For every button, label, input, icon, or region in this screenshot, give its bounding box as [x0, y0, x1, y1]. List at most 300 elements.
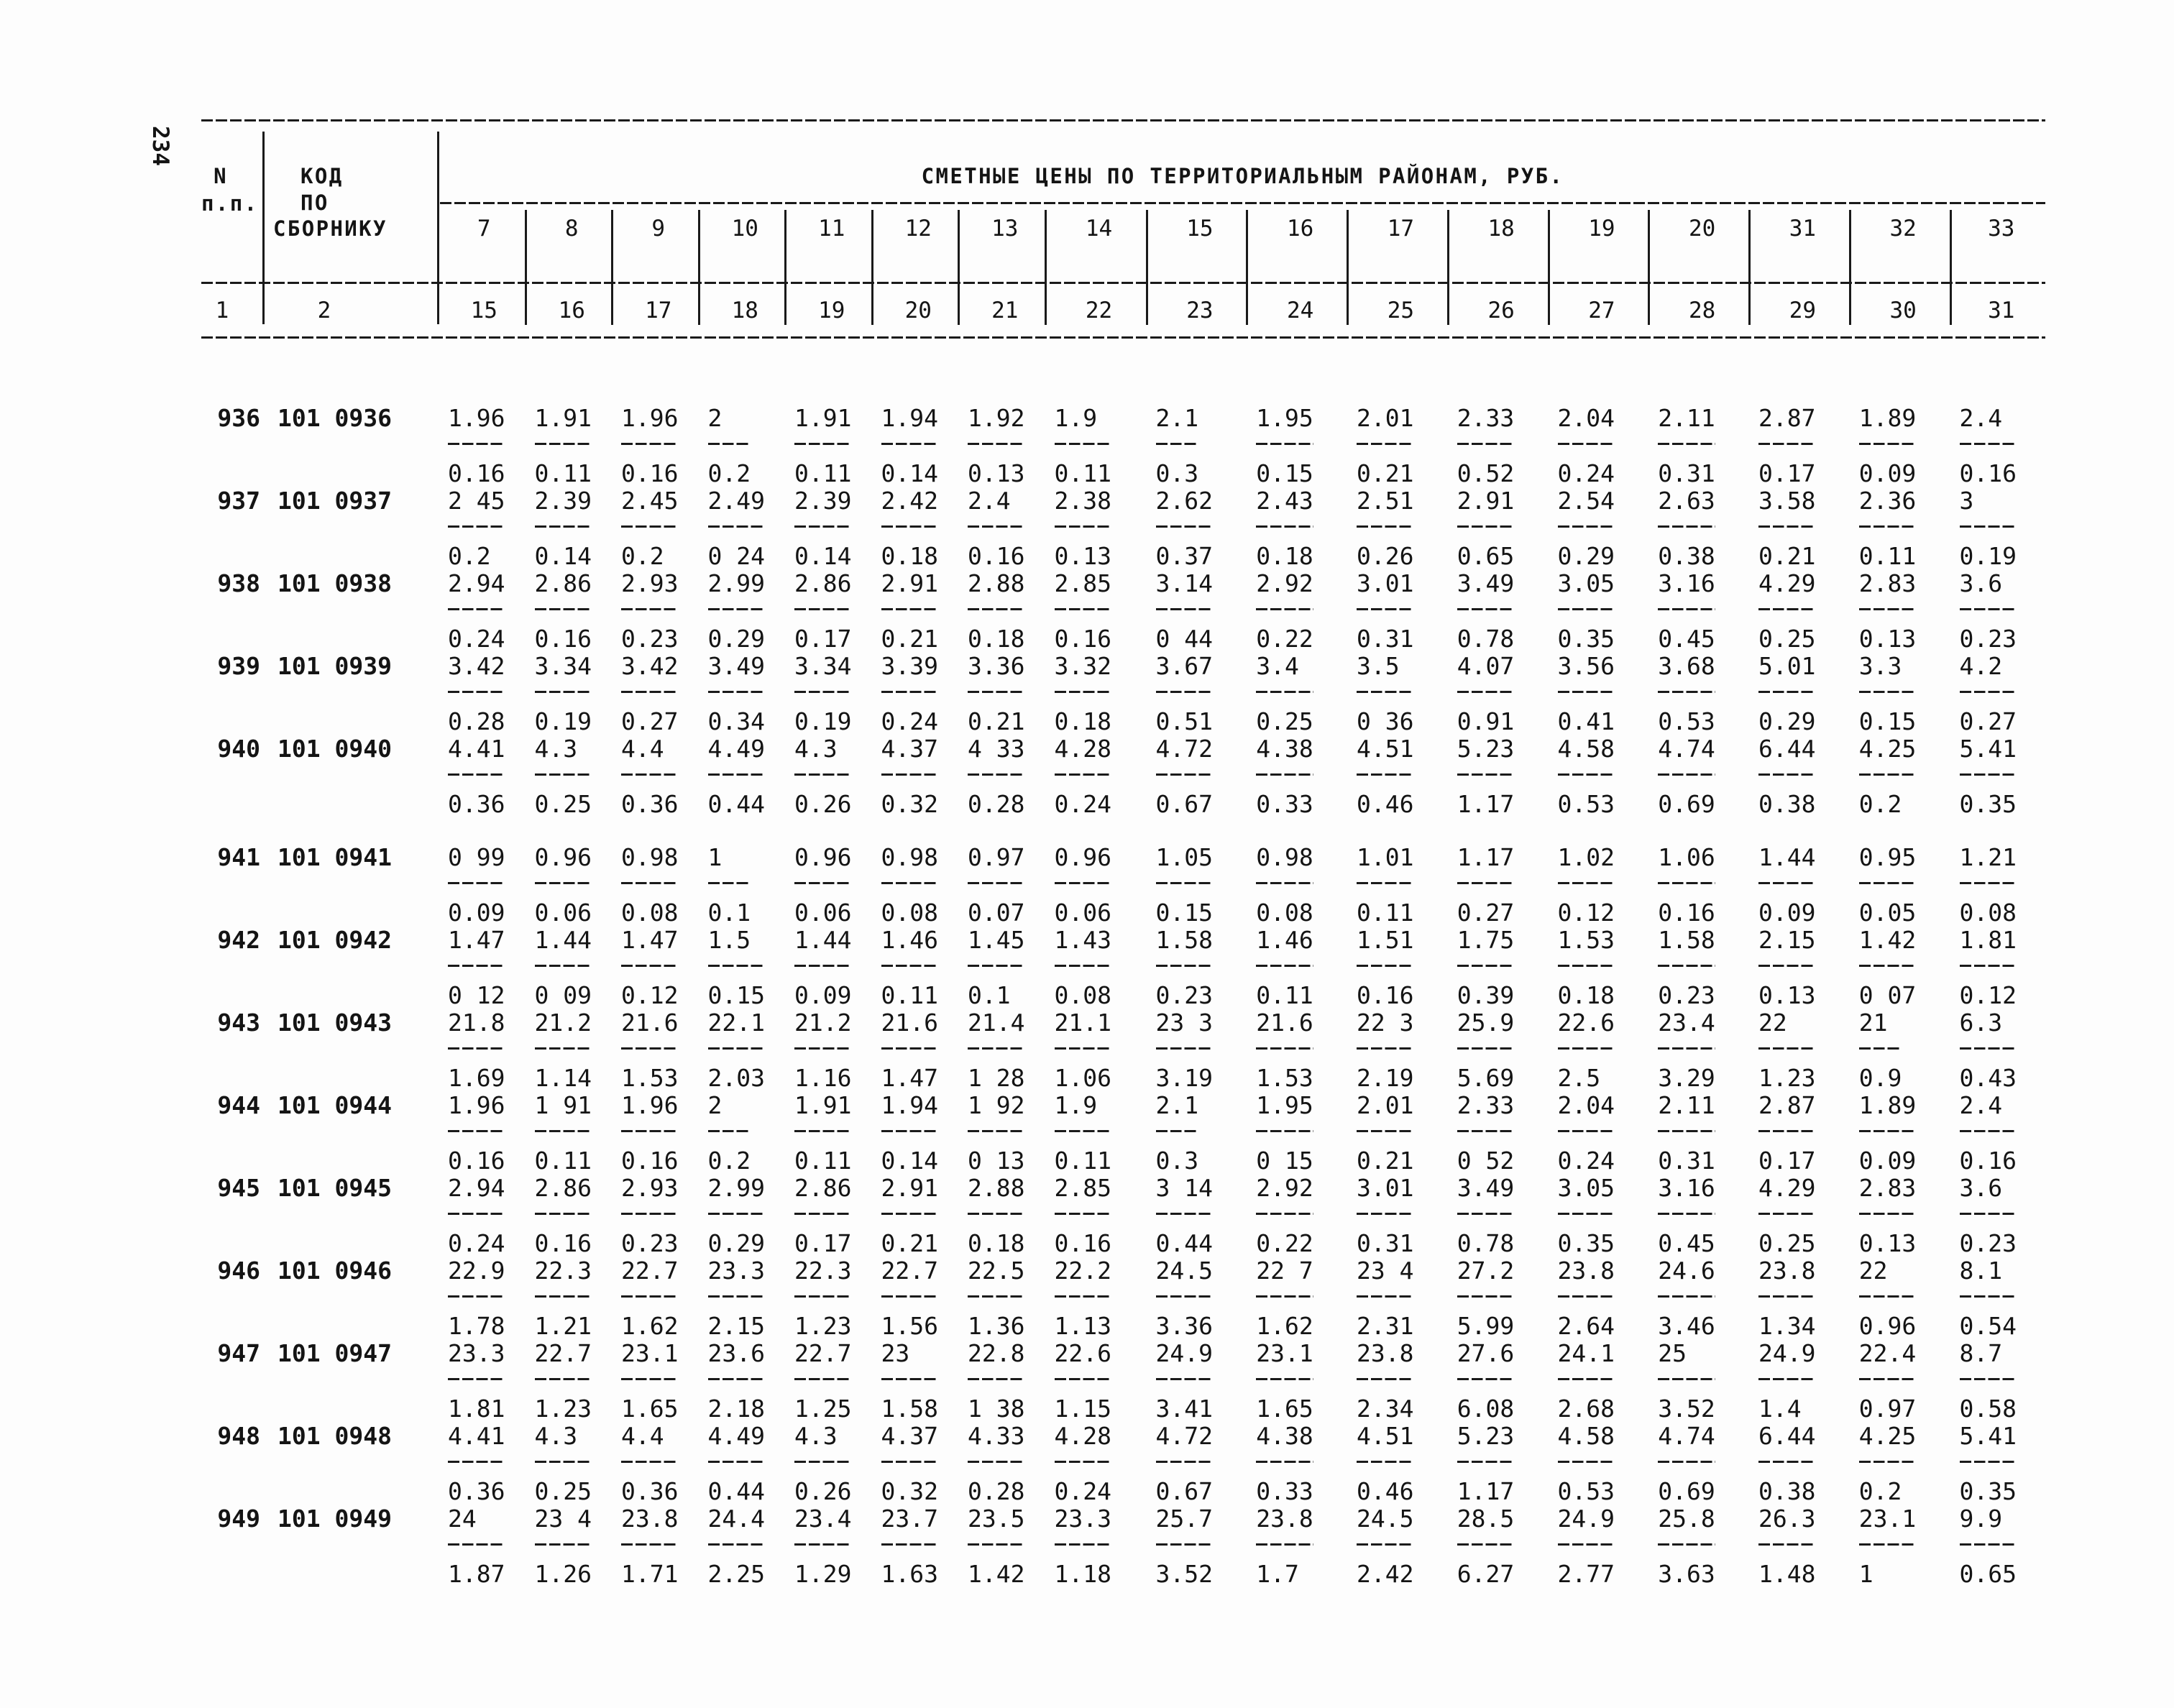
- fraction-bar: [1357, 691, 1413, 693]
- fraction-bar: [794, 773, 851, 776]
- price-numerator: 23.3: [1054, 1505, 1111, 1533]
- price-denominator: 0.29: [1758, 707, 1816, 735]
- price-denominator: 0.11: [1054, 459, 1111, 487]
- price-numerator: 1.45: [968, 926, 1025, 954]
- fraction-bar: [535, 1295, 592, 1298]
- price-denominator-row: [448, 899, 2046, 927]
- region-number: 14: [1085, 216, 1113, 242]
- price-denominator: 0.21: [1357, 459, 1414, 487]
- price-denominator: 5.69: [1457, 1064, 1515, 1092]
- price-numerator: 1.5: [707, 926, 751, 954]
- price-denominator: 0.11: [534, 459, 592, 487]
- price-numerator: 3.14: [1155, 569, 1213, 597]
- fraction-bar: [794, 965, 851, 967]
- price-numerator: 6.44: [1758, 735, 1816, 763]
- price-numerator-row: [448, 405, 2046, 432]
- price-numerator: 1.89: [1858, 1091, 1917, 1119]
- price-numerator: 23 3: [1155, 1009, 1213, 1037]
- fraction-bar-row: [448, 1461, 2046, 1463]
- price-numerator-row: [448, 1175, 2046, 1202]
- column-index: 25: [1387, 298, 1415, 323]
- fraction-bar: [448, 691, 505, 693]
- price-numerator: 21.4: [968, 1009, 1025, 1037]
- fraction-bar: [1156, 1295, 1213, 1298]
- table-row: [0, 844, 2174, 927]
- price-denominator: 0.14: [794, 542, 852, 570]
- table-row: [0, 927, 2174, 1009]
- price-denominator: 1.18: [1054, 1560, 1111, 1588]
- price-numerator: 2.54: [1557, 487, 1615, 515]
- price-numerator: 21.6: [881, 1009, 938, 1037]
- fraction-bar: [708, 691, 765, 693]
- price-denominator: 0.29: [707, 625, 765, 653]
- fraction-bar: [1055, 1295, 1111, 1298]
- table-row: [0, 1257, 2174, 1340]
- price-denominator: 0.37: [1155, 542, 1213, 570]
- fraction-bar: [1256, 1295, 1313, 1298]
- price-numerator: 1 91: [534, 1091, 592, 1119]
- price-denominator: 0.16: [1959, 459, 2017, 487]
- price-denominator: 0.16: [1357, 981, 1414, 1009]
- region-column-header: [611, 210, 698, 325]
- price-numerator: 21.8: [448, 1009, 505, 1037]
- fraction-bar: [1859, 1543, 1916, 1546]
- price-denominator: 0.38: [1758, 1477, 1816, 1505]
- price-numerator: 4.37: [881, 1422, 938, 1450]
- price-numerator: 1.17: [1457, 843, 1515, 871]
- price-numerator: 23.4: [1658, 1009, 1715, 1037]
- price-denominator: 1.47: [881, 1064, 938, 1092]
- row-number: 940: [217, 735, 260, 763]
- price-denominator: 1.69: [448, 1064, 505, 1092]
- fraction-bar: [968, 1543, 1024, 1546]
- price-numerator: 3.34: [534, 652, 592, 680]
- column-index: 29: [1789, 298, 1817, 323]
- price-denominator: 0.78: [1457, 625, 1515, 653]
- fraction-bar: [794, 882, 851, 884]
- price-numerator-row: [448, 844, 2046, 871]
- fraction-bar: [1558, 1047, 1615, 1050]
- price-numerator: 1.9: [1054, 404, 1098, 432]
- title-underline-rule: [440, 202, 2045, 204]
- fraction-bar: [708, 1295, 765, 1298]
- price-denominator: 0.25: [1256, 707, 1313, 735]
- price-numerator: 2.85: [1054, 1174, 1111, 1202]
- fraction-bar-row: [448, 965, 2046, 967]
- price-denominator: 1.23: [794, 1312, 852, 1340]
- fraction-bar: [1457, 608, 1514, 610]
- fraction-bar: [1156, 882, 1213, 884]
- column-index: 30: [1889, 298, 1917, 323]
- region-number: 11: [818, 216, 845, 242]
- region-column-header: [958, 210, 1045, 325]
- fraction-bar: [1256, 1130, 1313, 1132]
- fraction-bar: [1658, 608, 1715, 610]
- fraction-bar: [1457, 691, 1514, 693]
- price-numerator: 4.3: [534, 1422, 578, 1450]
- price-denominator-row: [448, 982, 2046, 1009]
- fraction-bar: [621, 1130, 678, 1132]
- price-numerator: 4.4: [621, 1422, 664, 1450]
- fraction-bar: [1859, 608, 1916, 610]
- fraction-bar-row: [448, 1213, 2046, 1215]
- price-numerator: 6.3: [1959, 1009, 2003, 1037]
- price-numerator: 23.4: [794, 1505, 852, 1533]
- fraction-bar: [1055, 1543, 1111, 1546]
- price-denominator: 0.52: [1457, 459, 1515, 487]
- price-numerator: 3.16: [1658, 1174, 1715, 1202]
- catalog-code: 101 0939: [278, 652, 392, 680]
- price-denominator-row: [448, 1230, 2046, 1257]
- table-row: [0, 487, 2174, 570]
- fraction-bar: [1558, 691, 1615, 693]
- fraction-bar: [621, 608, 678, 610]
- price-denominator: 0.18: [968, 1229, 1025, 1257]
- fraction-bar-row: [448, 882, 2046, 884]
- price-numerator: 0.97: [968, 843, 1025, 871]
- price-numerator: 2.94: [448, 569, 505, 597]
- price-denominator: 1.36: [968, 1312, 1025, 1340]
- fraction-bar: [1758, 882, 1815, 884]
- price-denominator: 0.12: [1959, 981, 2017, 1009]
- column-index: 17: [645, 298, 672, 323]
- price-denominator: 2.15: [707, 1312, 765, 1340]
- fraction-bar: [881, 1543, 938, 1546]
- fraction-bar: [1256, 443, 1313, 445]
- fraction-bar: [1960, 443, 2017, 445]
- fraction-bar: [1960, 965, 2017, 967]
- price-numerator: 2.51: [1357, 487, 1414, 515]
- price-denominator: 0.24: [1557, 459, 1615, 487]
- fraction-bar: [1457, 443, 1514, 445]
- fraction-bar: [1960, 1130, 2017, 1132]
- price-denominator: 0.06: [534, 899, 592, 927]
- price-numerator: 8.1: [1959, 1257, 2003, 1285]
- price-numerator: 24.4: [707, 1505, 765, 1533]
- price-denominator: 0.14: [881, 459, 938, 487]
- price-denominator: 0.16: [621, 459, 679, 487]
- price-denominator: 0.17: [1758, 459, 1816, 487]
- price-denominator: 0.53: [1658, 707, 1715, 735]
- price-denominator: 0.08: [1959, 899, 2017, 927]
- fraction-bar: [1558, 1378, 1615, 1380]
- column-index: 21: [991, 298, 1019, 323]
- price-numerator: 3.67: [1155, 652, 1213, 680]
- price-numerator: 1.47: [448, 926, 505, 954]
- price-denominator: 0.17: [794, 625, 852, 653]
- fraction-bar: [708, 773, 765, 776]
- fraction-bar: [881, 691, 938, 693]
- price-denominator: 0.08: [1256, 899, 1313, 927]
- price-numerator: 24.6: [1658, 1257, 1715, 1285]
- price-numerator: 22.2: [1054, 1257, 1111, 1285]
- price-denominator: 0.13: [1858, 1229, 1917, 1257]
- fraction-bar: [1256, 965, 1313, 967]
- price-numerator: 2.83: [1858, 569, 1917, 597]
- fraction-bar: [448, 1295, 505, 1298]
- price-numerator: 0.96: [794, 843, 852, 871]
- price-denominator: 0.11: [534, 1147, 592, 1175]
- price-denominator: 1.65: [1256, 1395, 1313, 1423]
- fraction-bar: [1457, 1130, 1514, 1132]
- price-numerator: 23.8: [1357, 1339, 1414, 1367]
- price-numerator: 1.58: [1155, 926, 1213, 954]
- price-numerator: 2: [707, 1091, 723, 1119]
- fraction-bar: [968, 1213, 1024, 1215]
- price-numerator: 1.94: [881, 404, 938, 432]
- price-denominator-row: [448, 1478, 2046, 1505]
- price-denominator-row: [448, 543, 2046, 570]
- fraction-bar: [1758, 1295, 1815, 1298]
- fraction-bar: [1859, 1295, 1916, 1298]
- price-numerator: 0.96: [1054, 843, 1111, 871]
- price-denominator: 0.11: [881, 981, 938, 1009]
- price-denominator: 0.65: [1959, 1560, 2017, 1588]
- price-numerator: 2.45: [621, 487, 679, 515]
- price-denominator: 0.09: [1858, 1147, 1917, 1175]
- fraction-bar: [881, 965, 938, 967]
- price-denominator: 0.16: [1959, 1147, 2017, 1175]
- price-numerator: 22 7: [1256, 1257, 1313, 1285]
- price-numerator: 1.01: [1357, 843, 1414, 871]
- price-denominator: 1.25: [794, 1395, 852, 1423]
- price-numerator: 3.49: [1457, 569, 1515, 597]
- fraction-bar: [708, 1461, 765, 1463]
- fraction-bar: [1156, 1378, 1213, 1380]
- price-denominator: 1.34: [1758, 1312, 1816, 1340]
- code-header-line1: КОД: [301, 164, 344, 188]
- price-numerator: 24.5: [1357, 1505, 1414, 1533]
- fraction-bar: [708, 443, 751, 445]
- price-denominator: 0.35: [1557, 625, 1615, 653]
- region-number: 32: [1889, 216, 1917, 242]
- fraction-bar: [1558, 525, 1615, 528]
- fraction-bar: [1758, 691, 1815, 693]
- price-denominator: 0.13: [1054, 542, 1111, 570]
- price-denominator: 0.9: [1858, 1064, 1902, 1092]
- fraction-bar: [1558, 1461, 1615, 1463]
- price-numerator: 4.38: [1256, 735, 1313, 763]
- fraction-bar: [535, 443, 592, 445]
- fraction-bar: [1457, 773, 1514, 776]
- price-numerator: 3 14: [1155, 1174, 1213, 1202]
- price-numerator: 4.58: [1557, 735, 1615, 763]
- fraction-bar: [1859, 1378, 1916, 1380]
- fraction-bar: [1256, 882, 1313, 884]
- price-numerator: 23.1: [1256, 1339, 1313, 1367]
- catalog-code: 101 0938: [278, 569, 392, 597]
- price-numerator: 4.3: [534, 735, 578, 763]
- fraction-bar: [708, 1213, 765, 1215]
- region-column-header: [1548, 210, 1648, 325]
- fraction-bar: [1658, 1047, 1715, 1050]
- fraction-bar: [535, 1461, 592, 1463]
- region-number: 19: [1588, 216, 1615, 242]
- fraction-bar: [968, 525, 1024, 528]
- fraction-bar: [708, 882, 751, 884]
- price-denominator: 6.27: [1457, 1560, 1515, 1588]
- price-numerator: 2.91: [1457, 487, 1515, 515]
- fraction-bar: [968, 1130, 1024, 1132]
- header-bottom-rule: [201, 336, 2045, 339]
- price-denominator: 0.3: [1155, 459, 1199, 487]
- price-numerator-row: [448, 1257, 2046, 1285]
- price-denominator: 3.52: [1658, 1395, 1715, 1423]
- price-numerator: 1.96: [448, 404, 505, 432]
- price-numerator-row: [448, 1092, 2046, 1119]
- price-numerator: 4.58: [1557, 1422, 1615, 1450]
- price-numerator: 2.86: [534, 1174, 592, 1202]
- fraction-bar: [1457, 882, 1514, 884]
- price-numerator: 24.5: [1155, 1257, 1213, 1285]
- fraction-bar: [1357, 608, 1413, 610]
- fraction-bar: [1256, 773, 1313, 776]
- row-number: 943: [217, 1009, 260, 1037]
- fraction-bar: [1055, 773, 1111, 776]
- region-column-header: [438, 210, 525, 325]
- column-index: 20: [904, 298, 932, 323]
- fraction-bar: [1859, 882, 1916, 884]
- price-numerator: 1.95: [1256, 1091, 1313, 1119]
- price-numerator: 1.96: [621, 404, 679, 432]
- price-numerator: 22.7: [881, 1257, 938, 1285]
- fraction-bar: [535, 773, 592, 776]
- price-denominator: 0.78: [1457, 1229, 1515, 1257]
- price-numerator: 23.8: [621, 1505, 679, 1533]
- fraction-bar: [1156, 773, 1213, 776]
- price-denominator: 0.26: [794, 1477, 852, 1505]
- table-row: [0, 653, 2174, 735]
- fraction-bar: [708, 525, 765, 528]
- fraction-bar: [1055, 691, 1111, 693]
- price-numerator: 2.15: [1758, 926, 1816, 954]
- price-denominator: 1.42: [968, 1560, 1025, 1588]
- price-denominator: 0.15: [1155, 899, 1213, 927]
- fraction-bar: [1960, 773, 2017, 776]
- fraction-bar: [794, 1047, 851, 1050]
- price-denominator: 0.11: [1256, 981, 1313, 1009]
- price-denominator: 0.22: [1256, 1229, 1313, 1257]
- price-numerator: 4.29: [1758, 1174, 1816, 1202]
- fraction-bar: [1055, 1130, 1111, 1132]
- price-denominator: 0.08: [1054, 981, 1111, 1009]
- price-denominator: 1: [1858, 1560, 1873, 1588]
- fraction-bar: [1055, 1047, 1111, 1050]
- price-numerator: 2.33: [1457, 1091, 1515, 1119]
- price-numerator: 22.3: [794, 1257, 852, 1285]
- price-numerator-row: [448, 570, 2046, 597]
- price-numerator: 4.4: [621, 735, 664, 763]
- fraction-bar: [1758, 1047, 1815, 1050]
- price-numerator: 24.9: [1758, 1339, 1816, 1367]
- fraction-bar: [881, 1378, 938, 1380]
- price-numerator: 2.87: [1758, 1091, 1816, 1119]
- price-numerator: 27.2: [1457, 1257, 1515, 1285]
- price-denominator: 0.16: [1054, 1229, 1111, 1257]
- price-numerator: 23 4: [534, 1505, 592, 1533]
- price-numerator: 4.72: [1155, 735, 1213, 763]
- price-denominator: 0.24: [1054, 1477, 1111, 1505]
- price-denominator: 0.19: [1959, 542, 2017, 570]
- price-denominator-row: [448, 1147, 2046, 1175]
- column-index-number: 1: [215, 298, 229, 323]
- price-numerator: 3.36: [968, 652, 1025, 680]
- fraction-bar: [968, 608, 1024, 610]
- region-number: 8: [564, 216, 579, 242]
- price-denominator: 0.28: [448, 707, 505, 735]
- fraction-bar: [708, 965, 765, 967]
- catalog-code: 101 0945: [278, 1174, 392, 1202]
- row-number: 947: [217, 1339, 260, 1367]
- fraction-bar: [1256, 608, 1313, 610]
- price-denominator: 1.14: [534, 1064, 592, 1092]
- fraction-bar: [1156, 1543, 1213, 1546]
- price-denominator: 0.28: [968, 1477, 1025, 1505]
- price-numerator: 1.05: [1155, 843, 1213, 871]
- price-numerator: 1.53: [1557, 926, 1615, 954]
- region-number: 16: [1286, 216, 1314, 242]
- price-numerator: 2.91: [881, 1174, 938, 1202]
- price-numerator: 2.94: [448, 1174, 505, 1202]
- price-denominator: 0 09: [534, 981, 592, 1009]
- price-denominator: 0.15: [707, 981, 765, 1009]
- row-number: 945: [217, 1174, 260, 1202]
- price-numerator: 1.46: [1256, 926, 1313, 954]
- price-denominator: 0.96: [1858, 1312, 1917, 1340]
- region-column-header: [1748, 210, 1849, 325]
- price-numerator: 5.41: [1959, 1422, 2017, 1450]
- price-numerator: 24: [448, 1505, 477, 1533]
- fraction-bar: [1658, 443, 1715, 445]
- fraction-bar: [1457, 525, 1514, 528]
- fraction-bar: [1357, 1047, 1413, 1050]
- fraction-bar: [535, 608, 592, 610]
- price-numerator: 4 33: [968, 735, 1025, 763]
- price-denominator: 1.78: [448, 1312, 505, 1340]
- fraction-bar: [1658, 691, 1715, 693]
- price-numerator: 4.28: [1054, 1422, 1111, 1450]
- fraction-bar: [1859, 691, 1916, 693]
- fraction-bar: [535, 965, 592, 967]
- price-denominator: 0 12: [448, 981, 505, 1009]
- price-numerator: 22.8: [968, 1339, 1025, 1367]
- price-denominator: 0.28: [968, 790, 1025, 818]
- fraction-bar: [881, 525, 938, 528]
- catalog-code: 101 0944: [278, 1091, 392, 1119]
- price-numerator: 2.4: [1959, 404, 2003, 432]
- fraction-bar: [1357, 525, 1413, 528]
- fraction-bar: [794, 525, 851, 528]
- fraction-bar: [621, 1378, 678, 1380]
- price-numerator: 4.37: [881, 735, 938, 763]
- catalog-code: 101 0947: [278, 1339, 392, 1367]
- fraction-bar-row: [448, 1047, 2046, 1050]
- fraction-bar: [621, 1047, 678, 1050]
- fraction-bar: [708, 1378, 765, 1380]
- price-denominator: 1.17: [1457, 790, 1515, 818]
- price-denominator: 0 13: [968, 1147, 1025, 1175]
- price-numerator: 3.39: [881, 652, 938, 680]
- price-denominator: 1.58: [881, 1395, 938, 1423]
- price-numerator: 1.42: [1858, 926, 1917, 954]
- fraction-bar: [1658, 525, 1715, 528]
- price-denominator: 0.29: [707, 1229, 765, 1257]
- fraction-bar: [1960, 525, 2017, 528]
- region-header-grid: [438, 210, 2045, 325]
- price-denominator: 0.91: [1457, 707, 1515, 735]
- price-denominator: 0.45: [1658, 1229, 1715, 1257]
- price-numerator: 2.63: [1658, 487, 1715, 515]
